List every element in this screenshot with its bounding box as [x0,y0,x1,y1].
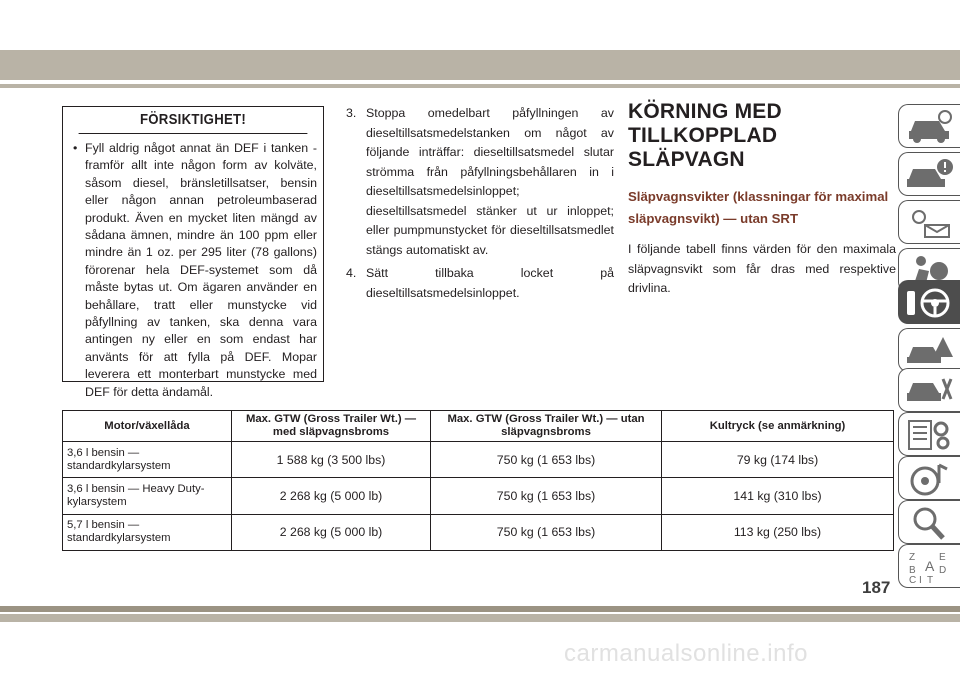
table-header-cell: Kultryck (se anmärkning) [662,411,894,442]
table-cell: 2 268 kg (5 000 lb) [232,478,431,514]
caution-bullet [73,140,317,401]
table-cell: 5,7 l bensin — standardkylarsystem [63,514,232,550]
multimedia-icon[interactable] [898,456,960,500]
step-number: 3. [346,106,357,120]
watermark: carmanualsonline.info [564,640,808,667]
step-item [346,104,614,260]
bullet-icon: • [73,141,78,155]
index-letter: A [925,558,935,574]
index-letter: D [939,565,947,576]
table-cell: 1 588 kg (3 500 lbs) [232,442,431,478]
page-number: 187 [862,578,891,597]
emergency-triangle-icon[interactable] [898,328,960,372]
step-text: Stoppa omedelbart påfyllningen av dieseltillsatsmedelstanken om något av följande inträffar: dieseltillsatsmedel slutar strömma från påfyllningsbehållaren in i dieseltillsatsmedelsinloppet; dieseltillsatsmedel stänker ut ur inloppet; eller pumpmunstycket för dieseltillsatsmedlet stängs automatiskt av. [366,106,614,257]
caution-body [63,134,323,401]
index-letter: E [939,552,946,563]
car-info-icon[interactable] [898,104,960,148]
step-text: Sätt tillbaka locket på dieseltillsatsmedelsinloppet. [366,266,614,300]
table-row [63,478,894,514]
table-header-row [63,411,894,442]
bottom-band-light [0,614,960,622]
index-letter: I [919,575,922,585]
table-cell: 750 kg (1 653 lbs) [431,514,662,550]
index-letter: T [927,575,934,585]
table-cell: 79 kg (174 lbs) [662,442,894,478]
table-cell: 2 268 kg (5 000 lb) [232,514,431,550]
maintenance-specs-icon[interactable] [898,412,960,456]
step-item [346,264,614,303]
section-paragraph: I följande tabell finns värden för den maximala släpvagnsvikt som får dras med respektive drivlina. [628,242,896,295]
table-cell: 141 kg (310 lbs) [662,478,894,514]
table-row [63,514,894,550]
search-index-icon[interactable] [898,500,960,544]
caution-box [62,106,324,399]
section-column [628,100,896,299]
table-cell: 113 kg (250 lbs) [662,514,894,550]
table-row [63,442,894,478]
language-index-icon[interactable] [898,544,960,588]
table-header-cell: Max. GTW (Gross Trailer Wt.) — utan släpvagnsbroms [431,411,662,442]
table-cell: 750 kg (1 653 lbs) [431,478,662,514]
section-title-line1: KÖRNING MED [628,100,782,123]
table-header-cell: Max. GTW (Gross Trailer Wt.) — med släpvagnsbroms [232,411,431,442]
steps-column [346,104,614,307]
index-letter: Z [909,552,916,563]
table-cell: 750 kg (1 653 lbs) [431,442,662,478]
index-letter: C [909,575,917,585]
towing-weights-table [62,410,894,551]
top-band [0,50,960,80]
table-cell: 3,6 l bensin — Heavy Duty-kylarsystem [63,478,232,514]
caution-text: Fyll aldrig något annat än DEF i tanken - framför allt inte någon form av kolväte, såsom diesel, bränsletillsatser, bensin eller någon annan petroleumbaserad produkt. Även en mycket liten mängd av sådana ämnen, mindre än 100 ppm eller mindre än 1 oz. per 295 liter (78 gallons) förorenar hela DEF-systemet som då måste bytas ut. Om ägaren använder en behållare, tratt eller munstycke vid påfyllning av tanken, ska denna vara antingen ny eller en som endast har använts för att fylla på DEF. Mopar leverera ett monterbart munstycke med DEF för detta ändamål. [85,141,317,399]
car-service-icon[interactable] [898,368,960,412]
index-letter: B [909,565,916,576]
step-number: 4. [346,266,357,280]
table-header-cell: Motor/växellåda [63,411,232,442]
top-band-line [0,84,960,88]
section-title [628,100,896,172]
car-warning-icon[interactable] [898,152,960,196]
table-cell: 3,6 l bensin — standardkylarsystem [63,442,232,478]
steering-wheel-icon[interactable] [898,280,960,324]
bottom-band [0,606,960,612]
dashboard-lights-icon[interactable] [898,200,960,244]
caution-title: FÖRSIKTIGHET! [79,107,308,134]
section-title-line2: TILLKOPPLAD SLÄPVAGN [628,124,778,171]
section-subtitle: Släpvagnsvikter (klassningar för maximal släpvagnsvikt) — utan SRT [628,189,889,226]
